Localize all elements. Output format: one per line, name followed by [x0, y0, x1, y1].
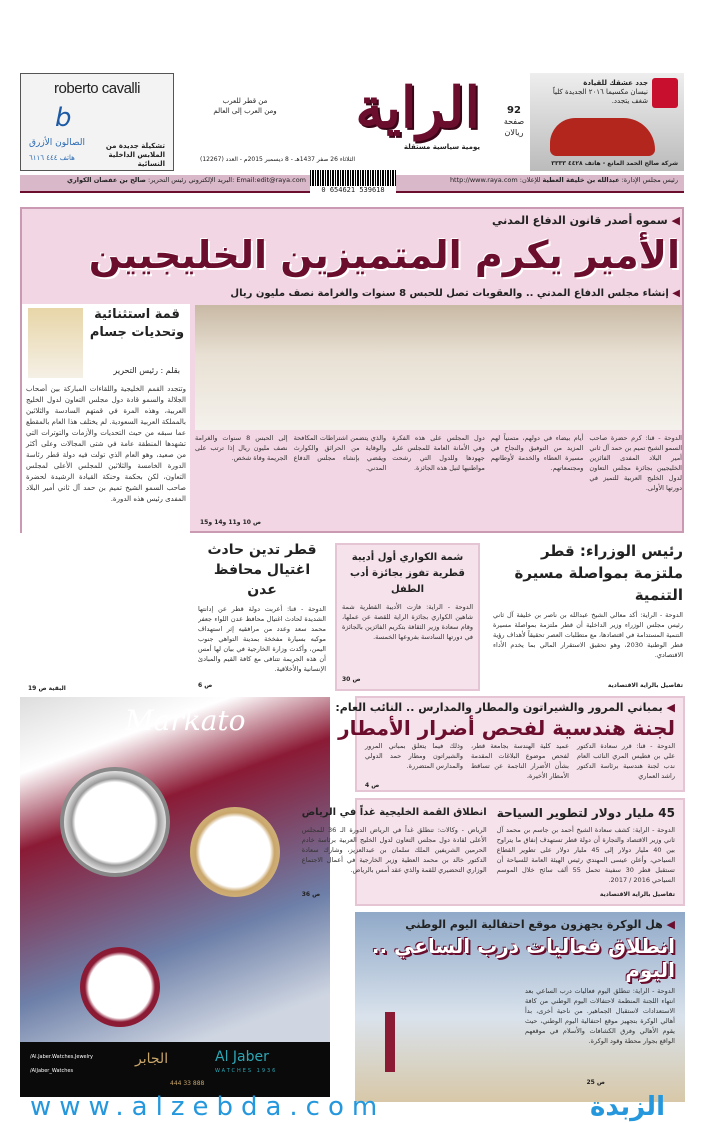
- company-ar: الجابر: [135, 1051, 169, 1067]
- wakra-headline[interactable]: انطلاق فعاليات درب الساعي .. اليوم: [371, 934, 675, 982]
- ad-roberto-cavalli[interactable]: [20, 73, 174, 171]
- lead-col: الدوحة - قنا: كرم حضرة صاحب السمو الشيخ تميم بن حمد آل ثاني أمير البلاد المفدى الفائزين الخليجيين بجائزة مجلس التعاون لدول الخليج العربية للتميز في دورتها الأولى.: [589, 434, 682, 492]
- brief-body: الدوحة - الراية: كشف سعادة الشيخ أحمد بن جاسم بن محمد آل ثاني وزير الاقتصاد والتجارة أن دولة قطر تستهدف إنفاق ما يتراوح بين 40 مليار دولار إلى 45 مليار دولار على تطوير القطاع السياحي، وأعلن عيسى المهندي رئيس الهيئة العامة للسياحة أن تستقبل قطر 30 سفينة تحمل 55 ألف سائح خلال الموسم السياحي 2016 / 2017.: [496, 826, 675, 884]
- chairman-name: عبدالله بن خليفة العطية: [542, 176, 620, 184]
- ad-footer: [20, 1042, 330, 1097]
- brief-tourism: [497, 805, 675, 899]
- lead-kicker: ◀ سموه أصدر قانون الدفاع المدني: [492, 214, 680, 228]
- brief-ref[interactable]: تفاصيل بالراية الاقتصادية: [599, 891, 675, 898]
- article-shamma: [335, 543, 480, 691]
- briefs-box: [301, 798, 685, 906]
- brief-summit: [302, 805, 487, 899]
- article-pm: [493, 540, 683, 690]
- opinion-title[interactable]: قمة استثنائية وتحديات جسام: [89, 307, 185, 340]
- lead-ref[interactable]: ص 10 و11 و14 و15: [200, 519, 262, 526]
- article-ref[interactable]: تفاصيل بالراية الاقتصادية: [607, 682, 683, 689]
- article-ref[interactable]: ص 6: [198, 682, 213, 689]
- brief-body: الرياض - وكالات: تنطلق غداً في الرياض الدورة الـ 36 للمجلس الأعلى لقادة دول مجلس التعاون لدول الخليج العربية برئاسة خادم الحرمين الشريفين الملك سلمان بن عبدالعزيز، وشارك سعادة الدكتور خالد بن محمد العطية وزير الخارجية في أعمال الاجتماع الوزاري التحضيري للقمة والذي عقد أمس بالرياض.: [301, 826, 487, 874]
- author-photo: [28, 308, 83, 378]
- ad-nissan[interactable]: [530, 73, 684, 171]
- wakra-kicker: ◀ هل الوكرة يجهزون موقع احتفالية اليوم الوطني: [405, 918, 675, 932]
- lead-col: دول المجلس على هذه الفكرة وفي الأمانة العامة للمجلس على جهودها وللدول التي رشحت مواطنيها لنيل هذه الجائزة.: [392, 434, 485, 472]
- car-image: [550, 118, 655, 156]
- engineering-kicker: ◀ بمباني المرور والشيراتون والمطار والمدارس .. النائب العام:: [365, 701, 675, 715]
- engineering-ref[interactable]: ص 4: [365, 782, 380, 789]
- lead-col: والذي يتضمن اشتراطات المكافحة والوقاية من الحرائق والكوارث ويقضي بإنشاء مجلس الدفاع المدني.: [293, 434, 387, 472]
- brief-headline[interactable]: 45 مليار دولار لتطوير السياحة: [496, 806, 675, 820]
- article-headline[interactable]: رئيس الوزراء: قطر ملتزمة بمواصلة مسيرة التنمية: [514, 542, 683, 604]
- wakra-body: الدوحة - الراية: تنطلق اليوم فعاليات درب الساعي بعد انتهاء اللجنة المنظمة لاحتفالات اليوم الوطني من كافة الاستعدادات لاستقبال الجماهير. من ناحية أخرى، بدأ أهالي الوكرة بتجهيز موقع احتفالية اليوم الوطني، حيث يقوم الأهالي وفرق الكشافات والأسلام في موقعهم الواقع بجوار محطة وقود الوكرة.: [525, 987, 675, 1045]
- ad-footer: شركة صالح الحمد المانع - هاتف ٤٤٢٨ ٣٣٣٣: [551, 160, 678, 167]
- logo-word: الراية: [355, 75, 480, 141]
- engineering-col: عميد كلية الهندسة بجامعة قطر، لفحص موضوع البلاغات المقدمة بشأن الأضرار الناجمة عن تساقط الأمطار الأخيرة،: [471, 742, 569, 780]
- ad-tagline: تشكيلة جديدة من الملابس الداخلية النسائية: [105, 142, 165, 168]
- watch-image: [80, 947, 160, 1027]
- ad-markato[interactable]: [20, 697, 330, 1097]
- price: ريالان: [504, 128, 524, 137]
- infobar-left-group: [26, 176, 306, 184]
- watch-image: [60, 767, 170, 877]
- slogan-line: ومن العرب إلى العالم: [213, 107, 277, 115]
- ad-phone: هاتف ٤٤٤ ٦١١٦: [29, 154, 75, 162]
- ad-brand: Markato: [125, 704, 246, 737]
- page-label: صفحة: [503, 117, 525, 126]
- website[interactable]: للإعلان: http://www.raya.com: [449, 176, 541, 184]
- article-headline[interactable]: شمة الكواري أول أديبة قطرية تفوز بجائزة أدب الطفل: [350, 552, 465, 595]
- brief-headline[interactable]: انطلاق القمة الخليجية غداً في الرياض: [301, 807, 487, 818]
- chairman-label: رئيس مجلس الإدارة:: [621, 176, 678, 184]
- article-aden: [198, 540, 326, 690]
- nissan-logo-icon: [652, 78, 678, 108]
- infobar-right-group: [398, 176, 678, 184]
- opinion-column: [22, 304, 190, 695]
- flag-image: [385, 1012, 395, 1072]
- ad-text: [553, 79, 648, 106]
- watermark-logo: الزبدة: [590, 1092, 665, 1122]
- editor-name: صالح بن عفصان الكواري: [67, 176, 146, 184]
- lead-col: أيام بيضاء في دولهم، متمنياً لهم المزيد من التوفيق والنجاح في مسيرة العطاء والخدمة لأوطانهم ومجتمعاتهم.: [490, 434, 584, 472]
- company-sub: WATCHES 1936: [215, 1068, 278, 1074]
- ad-brand: roberto cavalli: [54, 80, 140, 97]
- engineering-story: [335, 696, 685, 792]
- wakra-story: [355, 912, 685, 1102]
- slogan-line: من قطر للعرب: [222, 97, 268, 105]
- article-body: الدوحة - قنا: أعربت دولة قطر عن إدانتها الشديدة لحادث اغتيال محافظ عدن اللواء جعفر محمد سعد وعدد من مرافقيه إثر استهداف موكبه بسيارة مفخخة بمدينة التواهي جنوب اليمن، وأكدت وزارة الخارجية في بيان لها أمس أن هذه الجريمة تتنافى مع كافة القيم والمبادئ الإنسانية والأخلاقية.: [198, 605, 326, 673]
- issue-date: الثلاثاء 26 صفر 1437هـ - 8 ديسمبر 2015م - العدد (12267): [200, 156, 356, 163]
- barcode-number: 0 654621 539618: [321, 186, 385, 194]
- opinion-byline: بقلم : رئيس التحرير: [113, 366, 180, 375]
- social-links: [30, 1050, 93, 1078]
- ad-salon: الصالون الأزرق: [29, 138, 85, 148]
- engineering-headline[interactable]: لجنة هندسية لفحص أضرار الأمطار: [338, 716, 675, 740]
- facebook-link[interactable]: /Al.Jaber.Watches.Jewelry: [30, 1054, 94, 1060]
- watch-image: [190, 807, 280, 897]
- salon-logo-icon: b: [55, 103, 72, 133]
- opinion-ref[interactable]: البقية ص 19: [28, 685, 66, 692]
- company-en: Al Jaber: [215, 1049, 269, 1065]
- barcode: [310, 170, 396, 198]
- editor-label: رئيس التحرير:: [148, 176, 187, 184]
- instagram-link[interactable]: /AlJaber_Watches: [30, 1068, 74, 1074]
- engineering-col: وذلك فيما يتعلق بمباني المرور والشيراتون ومطار حمد الدولي والمدارس المتضررة.: [365, 742, 463, 770]
- article-headline[interactable]: قطر تدين حادث اغتيال محافظ عدن: [207, 542, 317, 598]
- article-ref[interactable]: ص 30: [342, 676, 361, 683]
- brief-ref[interactable]: ص 36: [301, 891, 321, 898]
- logo-slogan: [200, 96, 290, 116]
- logo-subtitle: يومية سياسية مستقلة: [403, 143, 480, 151]
- lead-col: إلى الحبس 8 سنوات والغرامة نصف مليون ريال إذا ترتب على الجريمة وفاة شخص.: [195, 434, 288, 462]
- ad-line: نيسان مكسيما ٢٠١٦ الجديدة كلياً: [552, 88, 648, 96]
- article-body: الدوحة - الراية: أكد معالي الشيخ عبدالله بن ناصر بن خليفة آل ثاني رئيس مجلس الوزراء وزير الداخلية أن قطر ملتزمة بمواصلة مسيرة التنمية المستدامة في اقتصادها، مع متطلبات العصر تحقيقاً لأهداف رؤية قطر الوطنية 2030، وهو تحقيق الاستقرار المالي بما يخدم الأداء الاقتصادي.: [493, 611, 683, 659]
- lead-photo: [195, 305, 682, 430]
- engineering-columns: [365, 741, 675, 781]
- lead-subhead: ◀ إنشاء مجلس الدفاع المدني .. والعقوبات تصل للحبس 8 سنوات والغرامة نصف مليون ريال: [230, 287, 680, 300]
- email[interactable]: Email:edit@raya.com :البريد الإلكتروني: [188, 176, 306, 184]
- masthead-logo: [200, 76, 500, 168]
- ad-line: شغف يتجدد.: [611, 97, 648, 105]
- phone: 444 33 888: [170, 1080, 205, 1087]
- page-count: [503, 105, 525, 138]
- lead-columns: [195, 433, 682, 515]
- opinion-body: وتتجدد القمم الخليجية واللقاءات المباركة بين أصحاب الجلالة والسمو قادة دول مجلس التعاون لدول الخليج العربية، وهذه المرة في قمتهم السادسة والثلاثين بالمملكة العربية السعودية. لم يختلف هذا العام بالمقطع عما سبقه من حيث التحديات والأزمات والتوترات التي تشهدها المنطقة عامة في شتى المجالات وعلى أكثر من صعيد، وهو العام الذي تولت فيه دولة قطر رئاسة الدورة الخامسة والثلاثين للمجلس الأعلى لمجلس التعاون، لكن بحكمة وحنكة القيادة الرشيدة لحضرة صاحب السمو الشيخ تميم بن حمد آل ثاني أمير البلاد المفدى رئيس هذه الدورة.: [26, 385, 186, 503]
- ad-line: جدد عشقك للقيادة: [583, 79, 648, 87]
- wakra-ref[interactable]: ص 25: [586, 1079, 605, 1086]
- engineering-col: الدوحة - قنا: قرر سعادة الدكتور علي بن فطيس المري النائب العام ندب لجنة هندسية برئاسة الدكتور راشد العماري: [577, 742, 675, 780]
- lead-headline[interactable]: الأمير يكرم المتميزين الخليجيين: [88, 233, 680, 277]
- watermark-url: www.alzebda.com: [30, 1092, 386, 1122]
- page-number: 92: [507, 105, 521, 116]
- barcode-bars: [310, 170, 396, 186]
- article-body: الدوحة - الراية: فازت الأديبة القطرية شمة شاهين الكواري بجائزة الراية للقصة عن عملها، وقام سعادة وزير الثقافة بتكريم الفائزين بالجائزة في دورتها السادسة بفروعها الخمسة.: [342, 603, 473, 641]
